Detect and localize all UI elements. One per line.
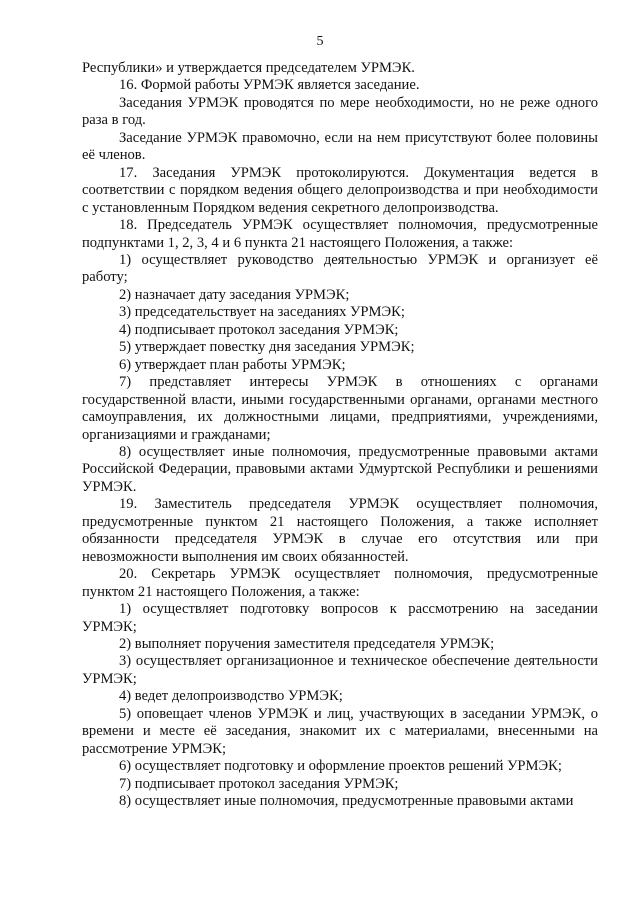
paragraph: 3) осуществляет организационное и техническое обеспечение деятельности УРМЭК; (82, 653, 598, 687)
paragraph: 4) подписывает протокол заседания УРМЭК; (119, 321, 399, 338)
paragraph: 2) выполняет поручения заместителя председателя УРМЭК; (119, 635, 495, 652)
paragraph: 1) осуществляет подготовку вопросов к рассмотрению на заседании УРМЭК; (82, 601, 598, 635)
paragraph: 6) утверждает план работы УРМЭК; (119, 356, 346, 373)
page-number: 5 (316, 34, 324, 49)
paragraph: 7) представляет интересы УРМЭК в отношениях с органами государственной власти, иными государственными органами, органами местного самоуправления, их должностными лицами, предприятиями, учреждениями, организациями и гражданами; (82, 374, 598, 443)
paragraph: Заседания УРМЭК проводятся по мере необходимости, но не реже одного раза в год. (82, 94, 598, 129)
paragraph: 2) назначает дату заседания УРМЭК; (119, 286, 350, 303)
paragraph: 18. Председатель УРМЭК осуществляет полномочия, предусмотренные подпунктами 1, 2, 3, 4 и 6 пункта 21 настоящего Положения, а также: (82, 217, 598, 251)
paragraph: 16. Формой работы УРМЭК является заседание. (119, 77, 420, 94)
paragraph: 3) председательствует на заседаниях УРМЭК; (119, 304, 405, 321)
paragraph: 17. Заседания УРМЭК протоколируются. Документация ведется в соответствии с порядком ведения общего делопроизводства и при необходимости с установленным Порядком ведения секретного делопроизводства. (82, 164, 598, 216)
paragraph: 5) утверждает повестку дня заседания УРМЭК; (119, 339, 415, 356)
paragraph: 8) осуществляет иные полномочия, предусмотренные правовыми актами Российской Федерации, правовыми актами Удмуртской Республики и решениями УРМЭК. (82, 443, 598, 495)
paragraph: 19. Заместитель председателя УРМЭК осуществляет полномочия, предусмотренные пунктом 21 настоящего Положения, а также исполняет обязанности председателя УРМЭК в случае его отсутствия или при невозможности выполнения им своих обязанностей. (82, 496, 598, 565)
paragraph: 4) ведет делопроизводство УРМЭК; (119, 688, 343, 705)
paragraph: Республики» и утверждается председателем УРМЭК. (82, 60, 415, 76)
paragraph: 6) осуществляет подготовку и оформление проектов решений УРМЭК; (119, 758, 562, 775)
paragraph: 7) подписывает протокол заседания УРМЭК; (119, 775, 399, 792)
document-body (82, 60, 598, 810)
paragraph: 1) осуществляет руководство деятельностью УРМЭК и организует её работу; (82, 251, 598, 286)
paragraph: Заседание УРМЭК правомочно, если на нем присутствуют более половины её членов. (82, 129, 598, 164)
paragraph: 20. Секретарь УРМЭК осуществляет полномочия, предусмотренные пунктом 21 настоящего Положения, а также: (82, 566, 598, 600)
paragraph: 5) оповещает членов УРМЭК и лиц, участвующих в заседании УРМЭК, о времени и месте её заседания, знакомит их с материалами, внесенными на рассмотрение УРМЭК; (82, 705, 598, 757)
paragraph: 8) осуществляет иные полномочия, предусмотренные правовыми актами (119, 793, 574, 810)
